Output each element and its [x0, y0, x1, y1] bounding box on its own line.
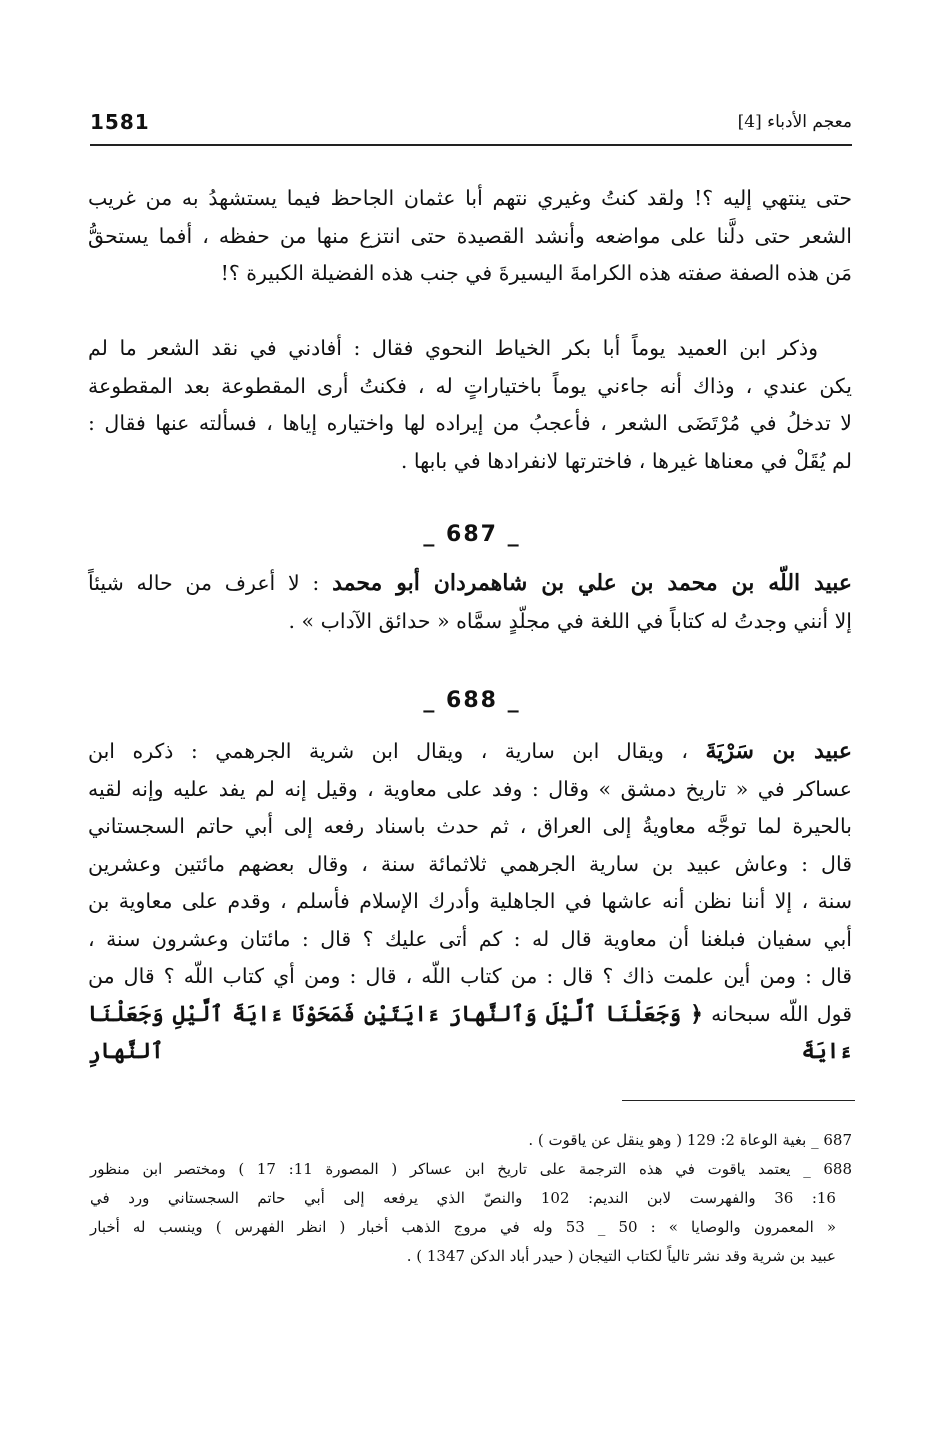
text-line: قال : ومن أين علمت ذاك ؟ قال : من كتاب اللّه ، قال : ومن أي كتاب اللّه ؟ قال من: [88, 964, 852, 988]
footnote-688-line: عبيد بن شرية وقد نشر تالياً لكتاب التيجان ( حيدر أباد الدكن 1347 ) .: [406, 1247, 836, 1265]
text-line: [88, 996, 852, 1071]
text-line: إلا أنني وجدتُ له كتاباً في اللغة في مجلّدٍ سمَّاه « حدائق الآداب » .: [288, 608, 852, 633]
entry-687: [88, 565, 852, 640]
text-line: الشعر حتى دلَّنا على مواضعه وأنشد القصيدة حتى انتزع منها من حفظه ، أفما يستحقُّ: [88, 223, 852, 248]
footnotes: [90, 1126, 852, 1271]
text-line: حتى ينتهي إليه ؟! ولقد كنتُ وغيري نتهم أبا عثمان الجاحظ فيما يستشهدُ به من غريب: [88, 186, 852, 210]
text-line: [88, 565, 852, 603]
quran-verse: ﴿ وَجَعَلْنَا ٱلَّيْلَ وَٱلنَّهارَ ءَايَتَيْنِ فَمَحَوْنَا ءَايَةَ ٱلَّيْلِ وَجَعَلْنَا ءَايَةَ ٱلنَّهارِ: [88, 1001, 852, 1064]
footnote-688-line: 688 _ يعتمد ياقوت في هذه الترجمة على تاريخ ابن عساكر ( المصورة 11: 17 ) ومختصر ابن منظور: [90, 1160, 853, 1178]
text-line: سنة ، إلا أننا نظن أنه عاشها في الجاهلية وأدرك الإسلام فأسلم ، وقدم على معاوية بن: [88, 889, 852, 913]
running-title: معجم الأدباء [4]: [737, 112, 852, 132]
text-line: مَن هذه الصفة صفته هذه الكرامةَ اليسيرةَ في جنب هذه الفضيلة الكبيرة ؟!: [220, 261, 852, 285]
footnote-divider: [622, 1100, 855, 1101]
entry-text: قول اللّه سبحانه: [702, 1001, 852, 1026]
text-line: لا تدخلُ في مُرْتَضَى الشعر ، فأعجبُ من إيراده لها واختياره إياها ، فسألته عنها فقال :: [88, 411, 852, 435]
entry-number-687: _ 687 _: [423, 522, 521, 547]
entry-name: عبيد بن سَرْيَةَ: [705, 738, 852, 764]
paragraph-1: [88, 180, 852, 293]
entry-name: عبيد اللّه بن محمد بن علي بن شاهمردان أبو محمد: [332, 570, 852, 596]
page-header: [90, 110, 852, 146]
text-line: عساكر في « تاريخ دمشق » وقال : وفد على معاوية ، وقيل إنه لم يفد عليه وإنه لقيه: [88, 776, 852, 801]
text-line: وذكر ابن العميد يوماً أبا بكر الخياط النحوي فقال : أفادني في نقد الشعر ما لم: [88, 336, 818, 360]
entry-688: [88, 733, 852, 1071]
entry-text: : لا أعرف من حاله شيئاً: [88, 571, 333, 595]
entry-text: ، ويقال ابن سارية ، ويقال ابن شرية الجرهمي : ذكره ابن: [88, 739, 706, 763]
footnote-688-line: 16: 36 والفهرست لابن النديم: 102 والنصّ الذي يرفعه إلى أبي حاتم السجستاني ورد في: [90, 1189, 836, 1207]
paragraph-2: [88, 330, 852, 480]
text-line: أبي سفيان فبلغنا أن معاوية قال له : كم أتى عليك ؟ قال : مائتان وعشرون سنة ،: [88, 926, 852, 951]
text-line: [88, 733, 852, 771]
footnote-687: 687 _ بغية الوعاة 2: 129 ( وهو ينقل عن ياقوت ) .: [528, 1131, 852, 1149]
text-line: قال : وعاش عبيد بن سارية الجرهمي ثلاثمائة سنة ، وقال بعضهم مائتين وعشرين: [88, 851, 852, 876]
entry-number-688: _ 688 _: [423, 688, 521, 713]
text-line: يكن عندي ، وذاك أنه جاءني يوماً باختياراتٍ له ، فكنتُ أرى المقطوعة بعد المقطوعة: [88, 373, 852, 398]
text-line: بالحيرة لما توجَّه معاويةُ إلى العراق ، ثم حدث باسناد رفعه إلى أبي حاتم السجستاني: [88, 814, 852, 838]
footnote-688-line: « المعمرون والوصايا » : 50 _ 53 وله في مروج الذهب أخبار ( انظر الفهرس ) وينسب له أخبار: [90, 1218, 836, 1236]
text-line: لم يُقَلْ في معناها غيرها ، فاخترتها لانفرادها في بابها .: [400, 448, 852, 473]
page-number: 1581: [90, 110, 150, 134]
